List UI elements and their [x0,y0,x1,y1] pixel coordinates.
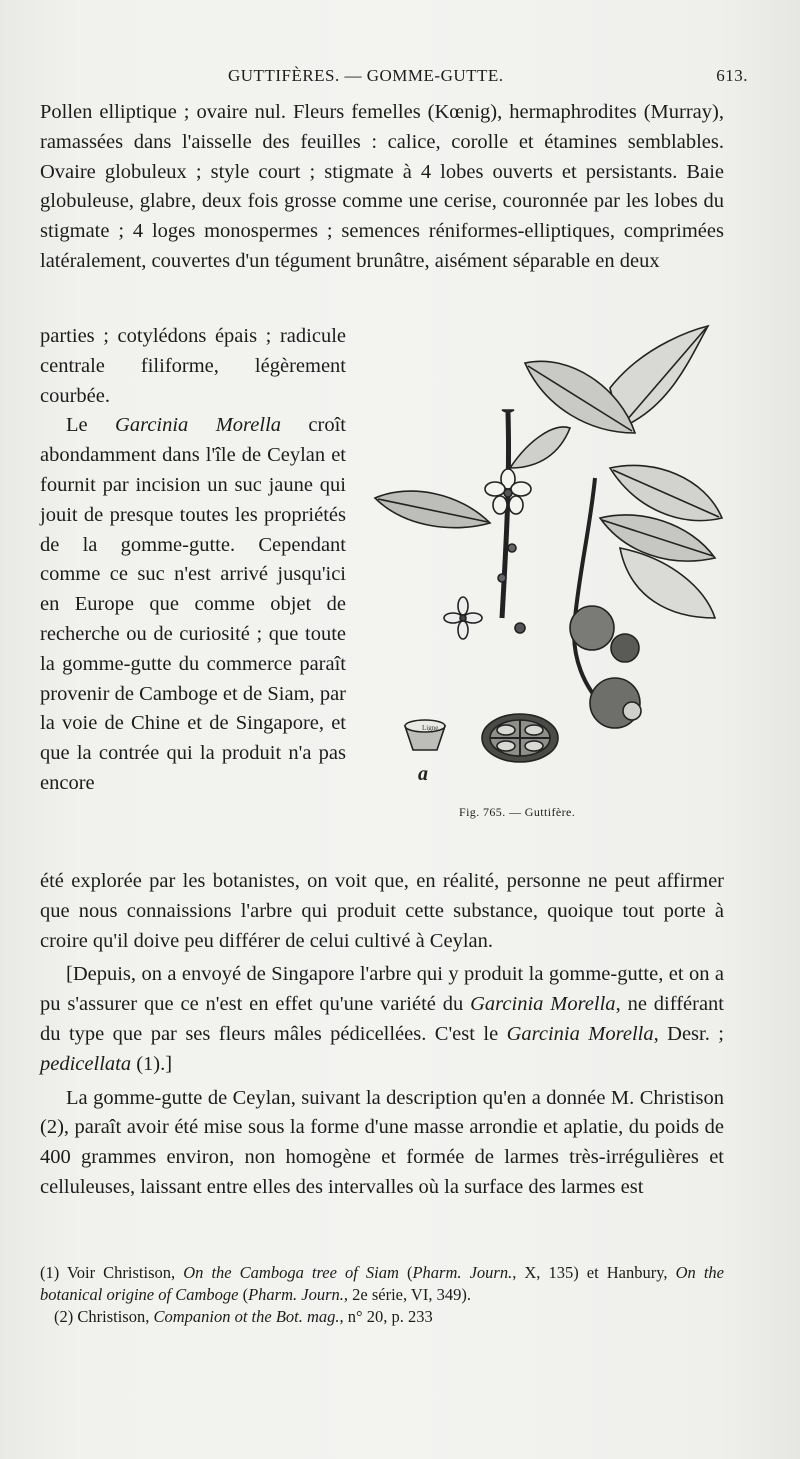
fn1-part: ( [398,1263,413,1282]
fn2-title: Companion ot the Bot. mag. [153,1307,340,1326]
running-header [228,62,748,92]
bud [515,623,525,633]
para3-d: (1).] [131,1052,173,1075]
paragraph-1-tail: parties ; cotylédons épais ; radicule centrale filiforme, légèrement courbée. [40,325,346,407]
species-name: Garcinia Morella [506,1022,654,1045]
fn1-title2: On the botanical origine of Camboge [40,1263,725,1304]
fn2-part: (2) Christison, [54,1307,154,1326]
leaf [375,491,490,528]
figure-caption: Fig. 765. — Guttifère. [459,805,576,819]
para3-c: , Desr. ; [653,1022,724,1045]
wrapped-text-column [40,322,346,799]
central-stem [502,413,509,618]
paragraph-1: Pollen elliptique ; ovaire nul. Fleurs femelles (Kœnig), hermaphrodites (Murray), ramassées dans l'aisselle des feuilles : calice, corolle et étamines semblables. Ovaire globuleux ; style court ; stigmate à 4 lobes ouverts et persistants. Baie globuleuse, glabre, deux fois grosse comme une cerise, couronnée par les lobes du stigmate ; 4 loges monospermes ; semences réniformes-elliptiques, comprimées latéralement, couvertes d'un tégument brunâtre, aisément séparable en deux [40,101,724,272]
page-number: 613. [716,66,748,85]
small-flower [444,597,482,639]
footnotes [40,1262,724,1328]
paragraph-description [40,98,724,277]
fn1-part: , 2e série, VI, 349). [343,1285,471,1304]
right-branch [574,478,605,708]
fruit [570,606,614,650]
fn1-part: (1) Voir Christison, [40,1263,184,1282]
fn1-title: On the Camboga tree of Siam [183,1263,399,1282]
paragraph-3 [40,960,724,1079]
footnote-2 [40,1306,724,1328]
species-name: Garcinia Morella [115,414,282,437]
guttifere-drawing [370,318,730,788]
fn2-part: , n° 20, p. 233 [339,1307,433,1326]
fruit [611,634,639,662]
fn1-part: , X, 135) et Hanbury, [512,1263,676,1282]
main-text-continued [40,867,724,1203]
fruit-cross-section [482,714,558,762]
botanical-illustration [370,318,730,788]
para2-body: croît abondamment dans l'île de Ceylan et fournit par incision un suc jaune qui jouit de presque toutes les propriétés de la gomme-gutte. Cependant comme ce suc n'est arrivé jusqu'ici en Europe que comme objet de recherche ou de curiosité ; que toute la gomme-gutte du commerce paraît provenir de Camboge et de Siam, par la voie de Chine et de Singapore, et que la contrée qui la produit n'a pas encore [40,414,346,794]
running-title: GUTTIFÈRES. — GOMME-GUTTE. [228,66,504,85]
fn1-journal: Pharm. Journ. [248,1285,344,1304]
figure-label-a: a [418,763,428,785]
paragraph-2-wrapped [40,411,346,798]
fn1-part: ( [238,1285,249,1304]
para3-a: [Depuis, on a envoyé de Singapore l'arbre qui y produit la gomme-gutte, et on a pu s'assurer que ce n'est en effet qu'une variété du [40,963,724,1016]
paragraph-4: La gomme-gutte de Ceylan, suivant la description qu'en a donnée M. Christison (2), paraît avoir été mise sous la forme d'une masse arrondie et aplatie, du poids de 400 grammes environ, non homogène et formée de larmes très-irrégulières et celluleuses, laissant entre elles des intervalles où la surface des larmes est [40,1086,724,1198]
fn1-journal: Pharm. Journ. [412,1263,513,1282]
para2-lead: Le [66,414,116,437]
para3-b: , ne différant du type que par ses fleurs mâles pédicellées. C'est le [40,993,724,1045]
seed-label: Ligne [422,724,439,732]
leaf [510,427,570,468]
footnote-1 [40,1262,724,1306]
species-name: Garcinia Morella [470,993,616,1016]
paragraph-2-tail: été explorée par les botanistes, on voit que, en réalité, personne ne peut affirmer que nous connaissions l'arbre qui produit cette substance, quoique tout porte à croire qu'il doive peu différer de celui cultivé à Ceylan. [40,870,724,952]
variety-name: pedicellata [40,1052,132,1075]
